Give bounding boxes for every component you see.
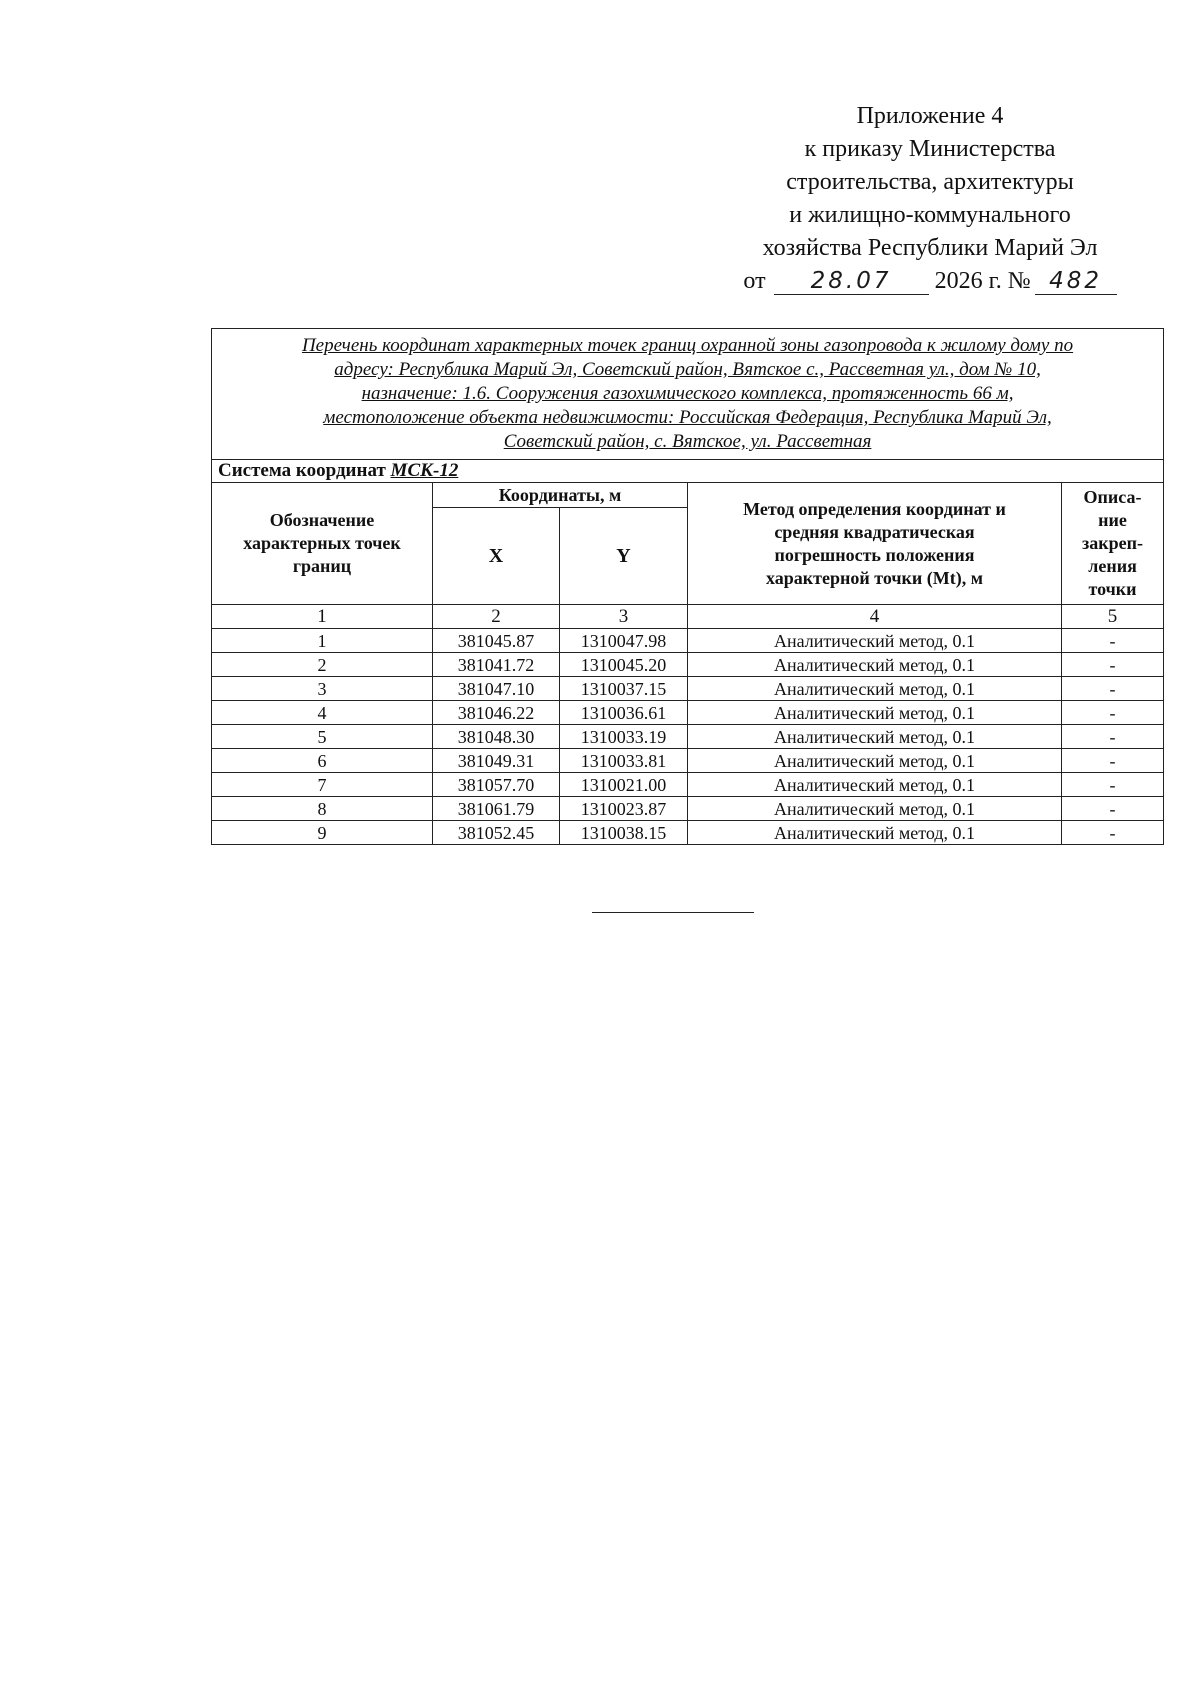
caption-line: Советский район, с. Вятское, ул. Рассветная <box>503 431 872 452</box>
coord-y: 1310023.87 <box>560 797 688 821</box>
method-cell: Аналитический метод, 0.1 <box>688 749 1062 773</box>
coord-y: 1310038.15 <box>560 821 688 845</box>
header-line: хозяйства Республики Марий Эл <box>762 235 1098 261</box>
caption-line: адресу: Республика Марий Эл, Советский район, Вятское с., Рассветная ул., дом № 10, <box>334 359 1041 380</box>
header-x: X <box>433 508 560 605</box>
header-description <box>1062 483 1164 605</box>
coord-y: 1310036.61 <box>560 701 688 725</box>
method-cell: Аналитический метод, 0.1 <box>688 773 1062 797</box>
table-caption <box>212 329 1164 460</box>
handwritten-date: 28.07 <box>774 268 929 295</box>
description-cell: - <box>1062 701 1164 725</box>
description-cell: - <box>1062 773 1164 797</box>
coord-x: 381046.22 <box>433 701 560 725</box>
coord-x: 381048.30 <box>433 725 560 749</box>
coordinate-system-label: Система координат <box>218 460 386 481</box>
header-coordinates: Координаты, м <box>433 483 688 508</box>
header-text: Метод определения координат и <box>743 498 1006 519</box>
closing-divider <box>592 912 754 913</box>
description-cell: - <box>1062 677 1164 701</box>
header-text: ления <box>1088 556 1137 576</box>
header-text: Описа- <box>1083 487 1142 507</box>
header-text: характерной точки (Mt), м <box>766 567 983 588</box>
point-number: 4 <box>212 701 433 725</box>
method-cell: Аналитический метод, 0.1 <box>688 629 1062 653</box>
header-text: границ <box>292 556 352 576</box>
table-row <box>212 677 1164 701</box>
description-cell: - <box>1062 797 1164 821</box>
header-text: характерных точек <box>243 533 401 553</box>
method-cell: Аналитический метод, 0.1 <box>688 821 1062 845</box>
coord-x: 381049.31 <box>433 749 560 773</box>
coord-y: 1310033.19 <box>560 725 688 749</box>
coord-y: 1310045.20 <box>560 653 688 677</box>
coord-x: 381045.87 <box>433 629 560 653</box>
point-number: 8 <box>212 797 433 821</box>
description-cell: - <box>1062 821 1164 845</box>
coord-y: 1310047.98 <box>560 629 688 653</box>
column-number: 3 <box>560 605 688 629</box>
point-number: 2 <box>212 653 433 677</box>
method-cell: Аналитический метод, 0.1 <box>688 725 1062 749</box>
year-text: 2026 г. № <box>934 268 1031 294</box>
table-row <box>212 725 1164 749</box>
caption-line: местоположение объекта недвижимости: Российская Федерация, Республика Марий Эл, <box>323 407 1052 428</box>
description-cell: - <box>1062 749 1164 773</box>
header-line: к приказу Министерства <box>804 136 1056 162</box>
header-line: Приложение 4 <box>856 103 1004 129</box>
coord-y: 1310033.81 <box>560 749 688 773</box>
table-row <box>212 653 1164 677</box>
table-row <box>212 821 1164 845</box>
point-number: 5 <box>212 725 433 749</box>
column-number: 4 <box>688 605 1062 629</box>
coord-y: 1310021.00 <box>560 773 688 797</box>
caption-line: Перечень координат характерных точек границ охранной зоны газопровода к жилому дому по <box>301 335 1074 356</box>
header-text: погрешность положения <box>774 544 975 565</box>
coord-x: 381057.70 <box>433 773 560 797</box>
order-date-line <box>720 265 1140 298</box>
appendix-header <box>720 100 1140 298</box>
point-number: 1 <box>212 629 433 653</box>
header-line: строительства, архитектуры <box>786 169 1074 195</box>
handwritten-number: 482 <box>1035 268 1117 295</box>
method-cell: Аналитический метод, 0.1 <box>688 797 1062 821</box>
coord-y: 1310037.15 <box>560 677 688 701</box>
coordinate-system-code: МСК-12 <box>390 460 459 481</box>
header-y: Y <box>560 508 688 605</box>
header-designation <box>212 483 433 605</box>
coord-x: 381061.79 <box>433 797 560 821</box>
table-row <box>212 629 1164 653</box>
header-text: закреп- <box>1082 533 1144 553</box>
coordinates-table <box>211 328 1164 845</box>
method-cell: Аналитический метод, 0.1 <box>688 701 1062 725</box>
header-method <box>688 483 1062 605</box>
header-text: ние <box>1098 510 1127 530</box>
header-line: и жилищно-коммунального <box>789 202 1071 228</box>
table-row <box>212 773 1164 797</box>
description-cell: - <box>1062 653 1164 677</box>
date-prefix: от <box>743 268 766 294</box>
coord-x: 381041.72 <box>433 653 560 677</box>
description-cell: - <box>1062 629 1164 653</box>
column-number: 2 <box>433 605 560 629</box>
column-number: 5 <box>1062 605 1164 629</box>
method-cell: Аналитический метод, 0.1 <box>688 653 1062 677</box>
header-text: средняя квадратическая <box>774 521 975 542</box>
header-text: Обозначение <box>269 510 375 530</box>
point-number: 9 <box>212 821 433 845</box>
coordinate-system-row <box>212 460 1164 483</box>
description-cell: - <box>1062 725 1164 749</box>
table-row <box>212 701 1164 725</box>
column-number-row <box>212 605 1164 629</box>
caption-line: назначение: 1.6. Сооружения газохимического комплекса, протяженность 66 м, <box>361 383 1014 404</box>
point-number: 6 <box>212 749 433 773</box>
coord-x: 381047.10 <box>433 677 560 701</box>
method-cell: Аналитический метод, 0.1 <box>688 677 1062 701</box>
point-number: 3 <box>212 677 433 701</box>
point-number: 7 <box>212 773 433 797</box>
table-row <box>212 749 1164 773</box>
coord-x: 381052.45 <box>433 821 560 845</box>
column-number: 1 <box>212 605 433 629</box>
header-text: точки <box>1088 579 1137 599</box>
table-row <box>212 797 1164 821</box>
